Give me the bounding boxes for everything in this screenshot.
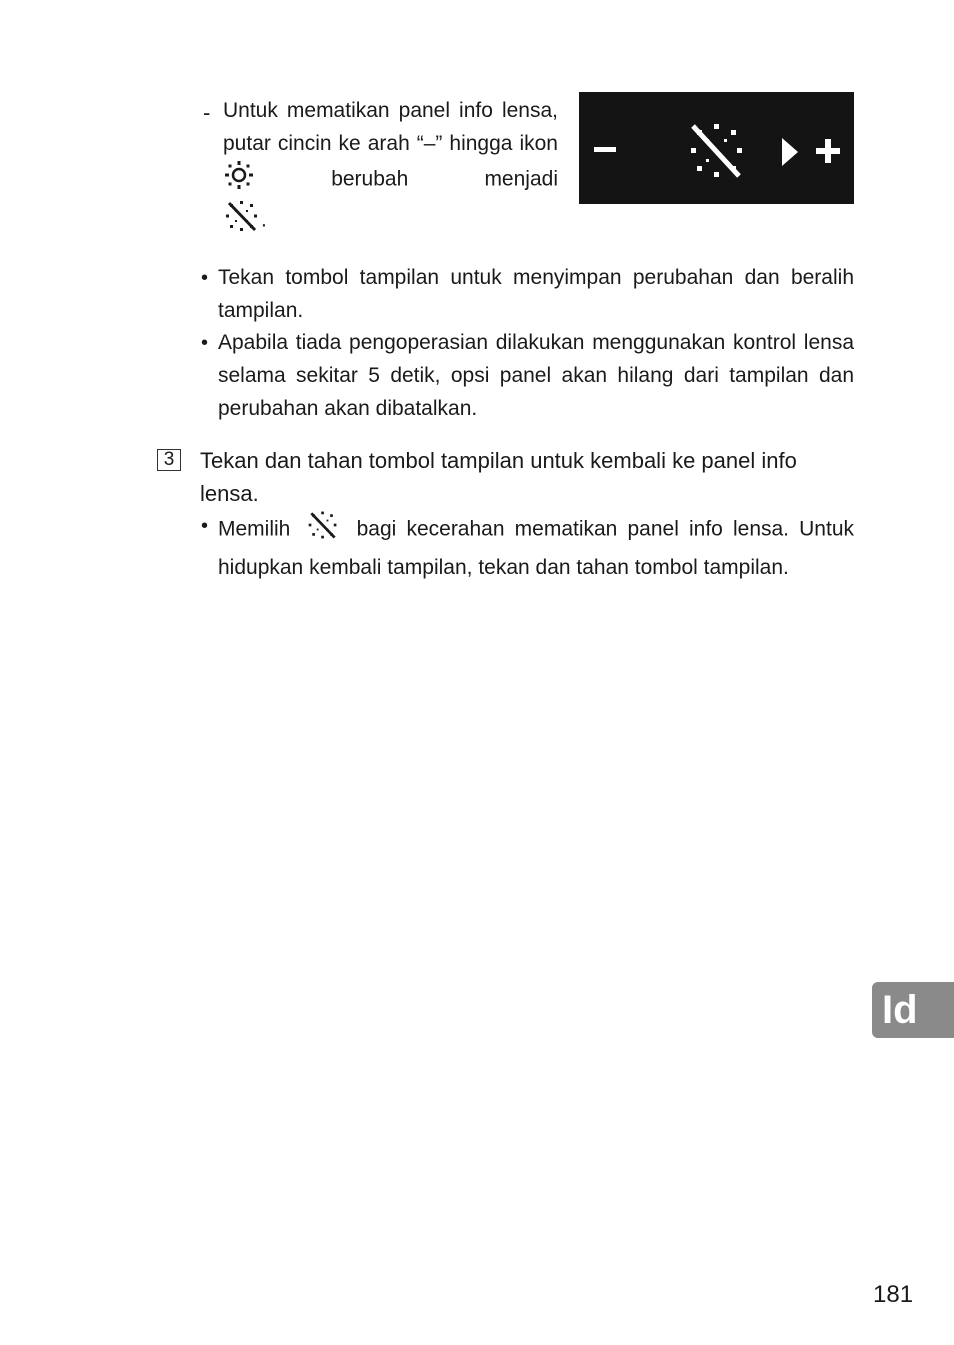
bullet-save-text: Tekan tombol tampilan untuk menyimpan perubahan dan beralih tampilan. — [218, 266, 854, 322]
minus-icon — [594, 147, 616, 152]
sub-bullet-marker: - — [203, 100, 211, 125]
bullet-marker: • — [201, 267, 209, 289]
sub-bullet-line1: Untuk mematikan panel info lensa, putar cincin ke arah “–” hingga ikon — [223, 99, 558, 155]
brightness-off-icon — [223, 200, 261, 242]
triangle-right-icon — [782, 138, 798, 166]
panel-brightness-off-icon — [691, 124, 742, 177]
page-number: 181 — [873, 1281, 914, 1308]
bullet-timeout-text: Apabila tiada pengoperasian dilakukan menggunakan kontrol lensa selama sekitar 5 detik, opsi panel akan hilang dari tampilan dan perubahan akan dibatalkan. — [218, 331, 854, 420]
step-bullet-after: bagi kecerahan mematikan panel info lensa. Untuk hidupkan kembali tampilan, tekan dan tahan tombol tampilan. — [218, 517, 855, 579]
step-instruction: Tekan dan tahan tombol tampilan untuk kembali ke panel info lensa. — [200, 448, 797, 506]
sub-bullet-text — [223, 94, 558, 242]
step-number: 3 — [157, 449, 181, 471]
step-bullet-before: Memilih — [218, 517, 291, 541]
sub-bullet-line2: berubah menjadi — [331, 167, 558, 191]
brightness-off-icon — [306, 509, 340, 551]
bullet-marker: • — [201, 332, 209, 354]
brightness-icon — [223, 160, 255, 200]
bullet-marker: • — [201, 515, 209, 537]
lens-info-panel-image — [579, 92, 854, 204]
sub-bullet-line3: . — [261, 208, 267, 232]
language-tab: Id — [872, 982, 954, 1038]
plus-icon — [816, 139, 840, 163]
step-bullet-text — [218, 509, 854, 584]
